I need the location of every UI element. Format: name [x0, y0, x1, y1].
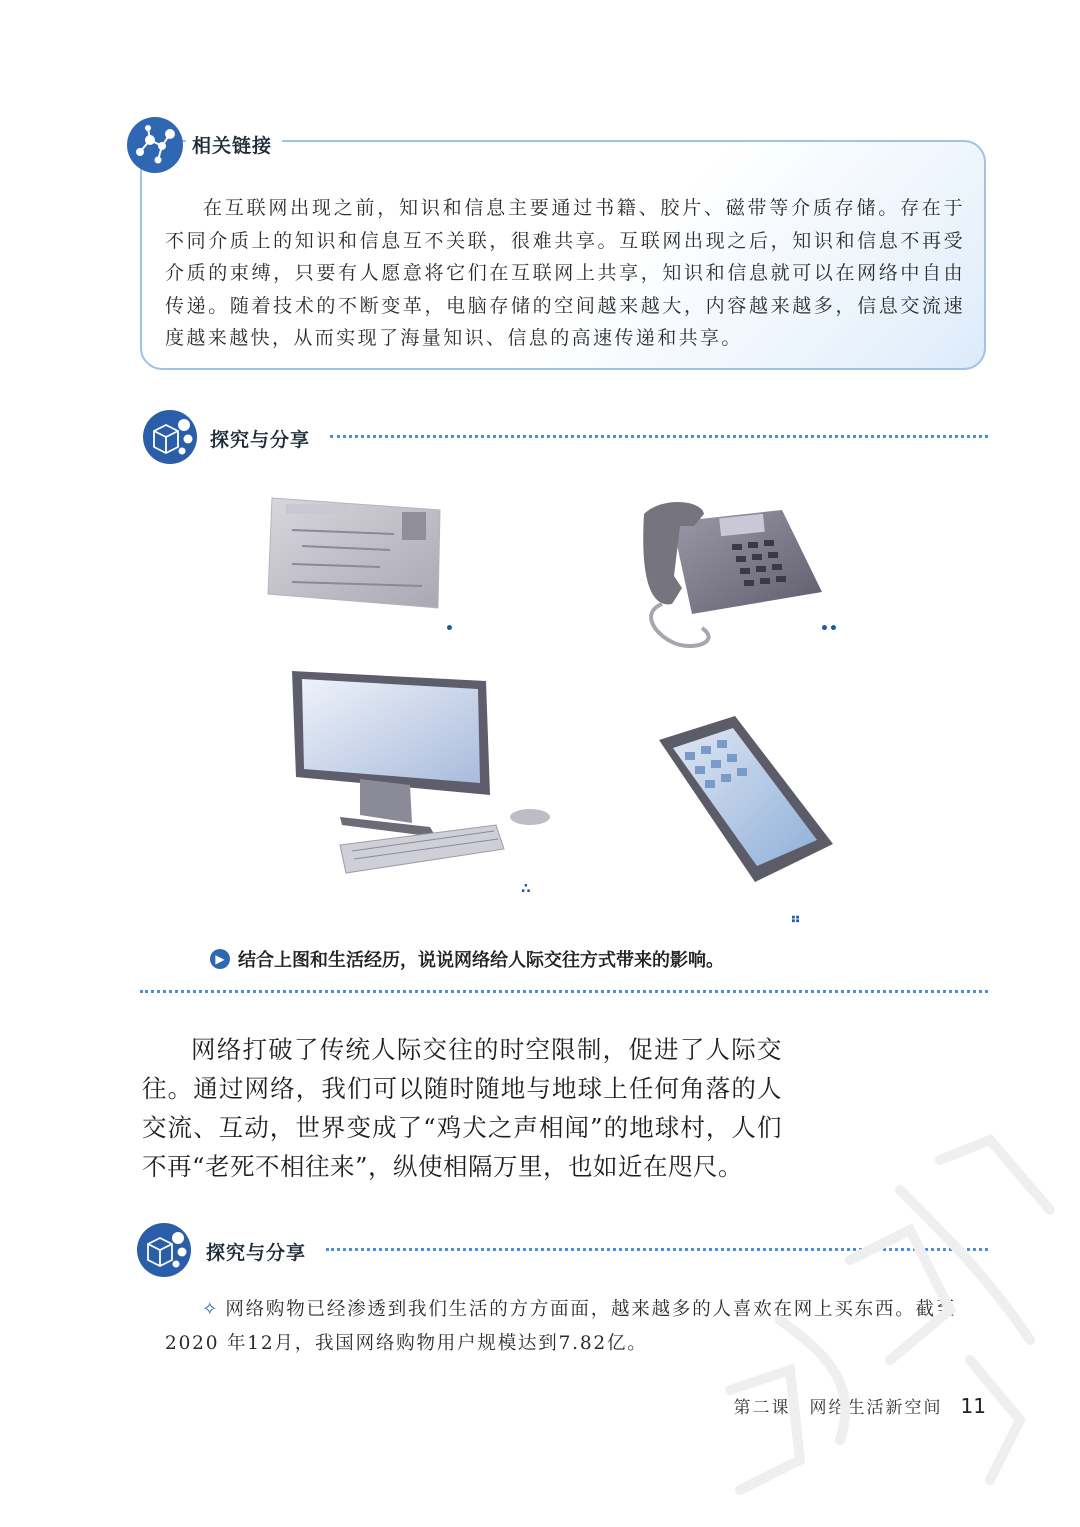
explore-cube-icon-2: [136, 1222, 192, 1278]
image-marker-3: ∴: [521, 881, 531, 897]
explore-2-text: [165, 1293, 965, 1361]
body-text: [142, 1030, 782, 1186]
chapter-title: 第二课 网络生活新空间: [733, 1398, 943, 1418]
explore-1-bottom-dotted-line: [140, 990, 988, 993]
page-footer: [734, 1393, 986, 1418]
desktop-computer-icon: [290, 665, 560, 880]
related-link-paragraph: 在互联网出现之前，知识和信息主要通过书籍、胶片、磁带等介质存储。存在于不同介质上的知识和信息互不关联，很难共享。互联网出现之后，知识和信息不再受介质的束缚，只要有人愿意将它们在互联网上共享，知识和信息就可以在网络中自由传递。随着技术的不断变革，电脑存储的空间越来越大，内容越来越多，信息交流速度越来越快，从而实现了海量知识、信息的高速传递和共享。: [165, 197, 965, 349]
explore-2-paragraph: 网络购物已经渗透到我们生活的方方面面，越来越多的人喜欢在网上买东西。截至2020 年12月，我国网络购物用户规模达到7.82亿。: [165, 1299, 957, 1354]
network-molecule-icon: [126, 116, 184, 174]
related-link-text: [165, 192, 965, 355]
page-number: 11: [960, 1394, 986, 1418]
id-card-icon: [262, 490, 447, 610]
explore-2-dotted-line: [326, 1248, 988, 1251]
explore-title-2: 探究与分享: [206, 1242, 307, 1264]
explore-1-prompt: [210, 946, 724, 972]
image-marker-4: ⠶: [790, 911, 801, 927]
explore-cube-icon: [142, 409, 198, 465]
explore-1-prompt-text: 结合上图和生活经历，说说网络给人际交往方式带来的影响。: [238, 950, 724, 971]
telephone-icon: [632, 492, 827, 662]
arrow-right-icon: ▶: [210, 949, 230, 969]
body-paragraph: 网络打破了传统人际交往的时空限制，促进了人际交往。通过网络，我们可以随时随地与地球上任何角落的人交流、互动，世界变成了“鸡犬之声相闻”的地球村，人们不再“老死不相往来”，纵使相隔万里，也如近在咫尺。: [142, 1035, 782, 1181]
related-link-title: 相关链接: [186, 131, 282, 158]
image-marker-2: ••: [820, 621, 838, 637]
image-marker-1: •: [445, 621, 454, 637]
sparkle-bullet-icon: ✧: [202, 1299, 220, 1320]
explore-1-top-dotted-line: [330, 435, 988, 438]
smartphone-icon: [655, 712, 840, 892]
explore-title-1: 探究与分享: [210, 429, 311, 451]
